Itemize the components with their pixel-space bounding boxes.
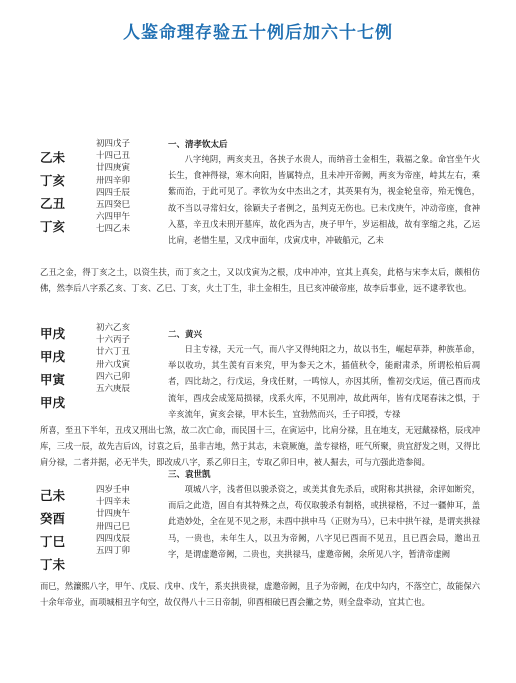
case-1: [40, 138, 480, 310]
dayun-item: 卅四己巳: [96, 521, 131, 532]
pillar-day: 丁巳: [40, 534, 66, 549]
pillar-month: 丁亥: [40, 173, 66, 188]
case-paragraph-full: 而巳，然濂熙八字，甲午、戊辰、戊申、戊午，系夹拱贵禄，虚邀帝阙，且子为帝阙，在戊中勾内，不落空亡，故能保六十余年帝业，而项城相丑字旬空，故仅得八十三日帝制，卯酉相破巳酉会撇之势，则全盘牵动，宜其亡也。: [40, 581, 480, 608]
case-3: [40, 470, 480, 644]
dayun-item: 六四甲午: [96, 212, 131, 223]
dayun-item: 卅四辛卯: [96, 175, 131, 186]
pillar-hour: 丁亥: [40, 219, 66, 234]
dayun-item: 廿六丁丑: [96, 347, 131, 358]
page-title: 人鉴命理存验五十例后加六十七例: [123, 23, 393, 43]
case-paragraph-full: 乙丑之金，得丁亥之土，以资生扶，而丁亥之土，又以戊寅为之根，戊申冲冲，宜其上真矣，此格与宋李太后，颇相仿佛，然李后八字系乙亥、丁亥、乙巳、丁亥，火土丁生，非土金相生，且已亥冲破帝座，故李后事业，远不逮孝钦也。: [40, 267, 480, 294]
dayun-item: 十六丙子: [96, 335, 131, 346]
pillar-year: 甲戌: [40, 326, 66, 341]
case-paragraph: 项城八字，浅者但以骏杀资之，或美其食先杀后，或附称其拱禄，余评如断究，而后之此造，固自有其特殊之点，苟仅取骏杀有制格，或拱禄格，不过一疆伸耳，盖此造妙处，全在见不见之形，未酉中拱申马（正财为马），已未中拱午禄，是谓夹拱禄马，一贵也，未年生人，以丑为帝阙，八字见已酉而不见丑，且已酉会局，邀出丑字，是谓虚邀帝阙，二贵也，夹拱禄马，虚邀帝阙，余所见八字，暂清帝虚阙: [168, 484, 480, 559]
dayun-item: 十四辛未: [96, 497, 131, 508]
bazi-pillars: [40, 322, 100, 414]
dayun-item: 四四壬辰: [96, 187, 131, 198]
bazi-pillars: [40, 146, 100, 238]
dayun-list: [96, 484, 166, 557]
dayun-item: 初四戊子: [96, 139, 131, 149]
case-heading: 二、黄兴: [168, 330, 203, 340]
pillar-day: 乙丑: [40, 196, 66, 211]
pillar-year: 乙未: [40, 150, 66, 165]
dayun-item: 四四戊辰: [96, 533, 131, 544]
case-2: [40, 323, 480, 468]
case-paragraph-full: 所喜，至丑下半年，丑戌又刑出七煞，故二次亡命，而民国十三，在寅运中，比肩分禄，且在地支，无冠戴禄格，辰戌冲库，三戌一辰，故先吉后凶，讨袁之后，虽非吉地，然于其志，未衰厥施，盖专禄格，旺气所聚，贵宜舒发之则，又得比肩分禄，二者并据，必无半失，即改成八字，系乙卯日主，专取乙卯日申，被人掘去，可与亢强此造参阅。: [40, 425, 480, 468]
case-paragraph: 八字纯阴，两亥夹丑，各挟子水贵人，而纳音土金相生，栽福之象。命宫坐午火长生，食神得禄，寒木向阳，皆属特点，且未冲开帝阙，两亥为帝座，峙其左右，乘紫而治，于此可见了。孝钦为女中杰出之才，其英果有为，视金轮皇帝，殆无愧色，故不当以寻常妇女，徐颖夫子者例之，虽判克无伤也。已未戊庚午，冲动帝座，食神入墓，辛丑戊未刑开墓库，故化西为吉，庚子甲午，岁运相战，故有挛缩之兆，乙运比肩，老惜生星，又戊申面年，戊寅戊申，冲破船元，乙未: [168, 154, 480, 246]
dayun-item: 十四己丑: [96, 151, 131, 162]
dayun-item: 七四乙未: [96, 224, 131, 235]
dayun-item: 初六乙亥: [96, 323, 131, 333]
dayun-item: 四六己卯: [96, 371, 131, 382]
dayun-list: [96, 322, 166, 395]
pillar-month: 甲戌: [40, 349, 66, 364]
case-heading: 一、清孝钦太后: [168, 140, 228, 150]
case-heading: 三、袁世凯: [168, 470, 211, 480]
dayun-list: [96, 138, 166, 236]
dayun-item: 廿四庚午: [96, 509, 131, 520]
pillar-hour: 甲戌: [40, 395, 66, 410]
dayun-item: 卅六戊寅: [96, 359, 131, 370]
pillar-hour: 丁未: [40, 557, 66, 572]
pillar-day: 甲寅: [40, 372, 66, 387]
pillar-month: 癸酉: [40, 511, 66, 526]
case-paragraph: 日主专禄，天元一气，而八字又得纯阳之力，故以书生，崛起草莽，种族革命，举以收功，其生羡有百来究，甲为参天之木，插值秋令，能耐肃杀，所谓松柏后凋者，四比劫之，行戊运，身戌任财，一鸣惊人，亦因其所，惟初交戊运，值己酉而戌流年，酉戌会成笼局损禄，戌系火库，不见刑冲，故此两年，皆有戊尾春沫之惧，于辛亥流年，寅亥会禄，甲木长生，宜勃然而兴，壬子印授，专禄: [168, 344, 480, 419]
dayun-item: 五四丁卯: [96, 546, 131, 557]
bazi-pillars: [40, 484, 100, 576]
dayun-item: 五六庚辰: [96, 384, 131, 395]
pillar-year: 己未: [40, 488, 66, 503]
dayun-item: 五四癸巳: [96, 200, 131, 211]
dayun-item: 廿四庚寅: [96, 163, 131, 174]
dayun-item: 四岁壬申: [96, 485, 131, 495]
